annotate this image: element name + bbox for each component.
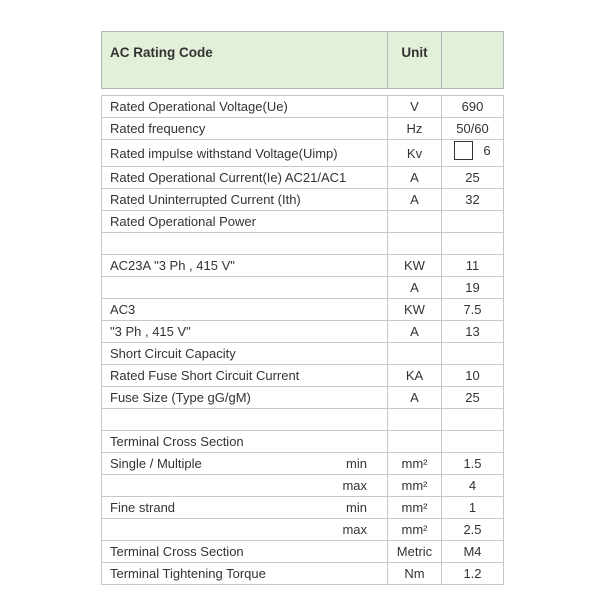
row-label-cell bbox=[102, 299, 388, 321]
row-label-cell bbox=[102, 189, 388, 211]
row-label: AC3 bbox=[110, 302, 136, 317]
row-unit: KW bbox=[388, 299, 442, 321]
table-row bbox=[102, 211, 504, 233]
ac-rating-table bbox=[101, 31, 504, 585]
row-value: 690 bbox=[461, 99, 484, 114]
row-value-cell bbox=[442, 519, 504, 541]
row-label: Single / Multiple bbox=[110, 456, 202, 471]
row-label-cell bbox=[102, 431, 388, 453]
header-value bbox=[442, 32, 504, 89]
row-label: Rated Operational Power bbox=[110, 214, 256, 229]
row-label: Fine strand bbox=[110, 500, 176, 515]
row-value-cell bbox=[442, 299, 504, 321]
rating-sheet bbox=[101, 31, 503, 585]
row-label-cell bbox=[102, 277, 388, 299]
header-label: AC Rating Code bbox=[102, 32, 388, 89]
row-unit: Nm bbox=[388, 563, 442, 585]
row-unit: mm² bbox=[388, 453, 442, 475]
row-label-cell bbox=[102, 497, 388, 519]
row-unit: A bbox=[388, 321, 442, 343]
row-label-cell bbox=[102, 387, 388, 409]
row-value-cell bbox=[442, 96, 504, 118]
row-unit: mm² bbox=[388, 475, 442, 497]
row-value-wrap bbox=[456, 118, 489, 139]
row-value-cell bbox=[442, 167, 504, 189]
row-value: 2.5 bbox=[463, 522, 482, 537]
row-value: M4 bbox=[463, 544, 482, 559]
row-value: 25 bbox=[465, 170, 480, 185]
table-row bbox=[102, 321, 504, 343]
row-sublabel: max bbox=[342, 522, 367, 537]
row-value-wrap bbox=[465, 321, 479, 342]
row-sublabel: max bbox=[342, 478, 367, 493]
row-value-wrap bbox=[463, 453, 481, 474]
row-value-wrap bbox=[463, 541, 481, 562]
table-row bbox=[102, 343, 504, 365]
row-unit: Kv bbox=[388, 140, 442, 167]
row-label-cell bbox=[102, 118, 388, 140]
row-unit bbox=[388, 233, 442, 255]
table-row bbox=[102, 431, 504, 453]
row-value: 32 bbox=[465, 192, 480, 207]
row-label-cell bbox=[102, 140, 388, 167]
row-value-wrap bbox=[466, 255, 480, 276]
row-sublabel: min bbox=[346, 500, 367, 515]
row-unit: mm² bbox=[388, 497, 442, 519]
row-label-cell bbox=[102, 519, 388, 541]
checkbox[interactable] bbox=[454, 141, 473, 160]
row-unit: A bbox=[388, 189, 442, 211]
table-row bbox=[102, 255, 504, 277]
row-unit: A bbox=[388, 277, 442, 299]
row-unit: V bbox=[388, 96, 442, 118]
row-value: 7.5 bbox=[463, 302, 482, 317]
row-label: AC23A "3 Ph , 415 V" bbox=[110, 258, 235, 273]
row-label: Rated frequency bbox=[110, 121, 206, 136]
header-unit: Unit bbox=[388, 32, 442, 89]
row-value-wrap bbox=[465, 167, 479, 188]
row-value-wrap bbox=[462, 96, 484, 117]
row-label-cell bbox=[102, 541, 388, 563]
row-label-cell bbox=[102, 409, 388, 431]
row-label-cell bbox=[102, 563, 388, 585]
row-value-cell bbox=[442, 233, 504, 255]
row-value: 11 bbox=[465, 258, 480, 273]
row-value-wrap bbox=[469, 475, 476, 496]
row-label: Rated Operational Current(Ie) AC21/AC1 bbox=[110, 170, 347, 185]
table-row bbox=[102, 277, 504, 299]
row-unit: KA bbox=[388, 365, 442, 387]
row-value-cell bbox=[442, 475, 504, 497]
table-row bbox=[102, 233, 504, 255]
row-unit: Hz bbox=[388, 118, 442, 140]
row-value-cell bbox=[442, 255, 504, 277]
row-value: 1.5 bbox=[463, 456, 482, 471]
table-row bbox=[102, 497, 504, 519]
table-row bbox=[102, 409, 504, 431]
row-value: 50/60 bbox=[456, 121, 489, 136]
row-label: Fuse Size (Type gG/gM) bbox=[110, 390, 251, 405]
row-unit: Metric bbox=[388, 541, 442, 563]
spacer-row bbox=[102, 89, 504, 96]
row-value-cell bbox=[442, 541, 504, 563]
row-unit bbox=[388, 431, 442, 453]
row-value-wrap bbox=[465, 189, 479, 210]
row-label: Terminal Tightening Torque bbox=[110, 566, 266, 581]
row-label-cell bbox=[102, 211, 388, 233]
table-row bbox=[102, 475, 504, 497]
row-unit: A bbox=[388, 167, 442, 189]
row-value: 6 bbox=[483, 143, 491, 158]
row-value-wrap bbox=[463, 519, 481, 540]
row-label: Rated impulse withstand Voltage(Uimp) bbox=[110, 145, 338, 161]
row-label: Short Circuit Capacity bbox=[110, 346, 236, 361]
row-label: Rated Uninterrupted Current (Ith) bbox=[110, 192, 301, 207]
row-value-cell bbox=[442, 277, 504, 299]
row-label: Terminal Cross Section bbox=[110, 434, 244, 449]
row-value-cell bbox=[442, 563, 504, 585]
row-label-cell bbox=[102, 343, 388, 365]
row-label-cell bbox=[102, 365, 388, 387]
row-value-wrap bbox=[465, 277, 479, 298]
table-row bbox=[102, 299, 504, 321]
row-value-cell bbox=[442, 409, 504, 431]
row-unit: A bbox=[388, 387, 442, 409]
row-value: 1 bbox=[468, 500, 477, 515]
row-value-wrap bbox=[454, 140, 490, 161]
row-value: 10 bbox=[465, 368, 480, 383]
row-value-cell bbox=[442, 497, 504, 519]
row-value-wrap bbox=[469, 497, 476, 518]
row-value-cell bbox=[442, 365, 504, 387]
row-value: 4 bbox=[468, 478, 477, 493]
row-unit bbox=[388, 211, 442, 233]
row-label: Terminal Cross Section bbox=[110, 544, 244, 559]
row-value-cell bbox=[442, 431, 504, 453]
table-row bbox=[102, 167, 504, 189]
row-value: 1.2 bbox=[463, 566, 482, 581]
row-label-cell bbox=[102, 255, 388, 277]
table-row bbox=[102, 140, 504, 167]
row-value-cell bbox=[442, 343, 504, 365]
table-row bbox=[102, 519, 504, 541]
row-label-cell bbox=[102, 321, 388, 343]
row-value-wrap bbox=[463, 299, 481, 320]
row-value-cell bbox=[442, 211, 504, 233]
row-label: "3 Ph , 415 V" bbox=[110, 324, 191, 339]
table-row bbox=[102, 563, 504, 585]
row-unit: KW bbox=[388, 255, 442, 277]
table-row bbox=[102, 387, 504, 409]
row-value-wrap bbox=[463, 563, 481, 584]
row-unit bbox=[388, 343, 442, 365]
row-value-wrap bbox=[465, 387, 479, 408]
row-value-cell bbox=[442, 321, 504, 343]
table-row bbox=[102, 118, 504, 140]
row-label-cell bbox=[102, 453, 388, 475]
table-row bbox=[102, 96, 504, 118]
row-value-wrap bbox=[465, 365, 479, 386]
row-label-cell bbox=[102, 233, 388, 255]
table-row bbox=[102, 541, 504, 563]
row-unit: mm² bbox=[388, 519, 442, 541]
table-row bbox=[102, 365, 504, 387]
row-value: 13 bbox=[465, 324, 480, 339]
row-value-cell bbox=[442, 189, 504, 211]
row-value-cell bbox=[442, 387, 504, 409]
row-value-cell bbox=[442, 140, 504, 167]
row-label: Rated Operational Voltage(Ue) bbox=[110, 99, 288, 114]
table-row bbox=[102, 453, 504, 475]
row-label-cell bbox=[102, 167, 388, 189]
row-value-cell bbox=[442, 118, 504, 140]
row-label-cell bbox=[102, 96, 388, 118]
table-row bbox=[102, 189, 504, 211]
row-value: 19 bbox=[465, 280, 480, 295]
row-label-cell bbox=[102, 475, 388, 497]
row-label: Rated Fuse Short Circuit Current bbox=[110, 368, 300, 383]
row-unit bbox=[388, 409, 442, 431]
header-row bbox=[102, 32, 504, 89]
row-value-cell bbox=[442, 453, 504, 475]
row-value: 25 bbox=[465, 390, 480, 405]
row-sublabel: min bbox=[346, 456, 367, 471]
